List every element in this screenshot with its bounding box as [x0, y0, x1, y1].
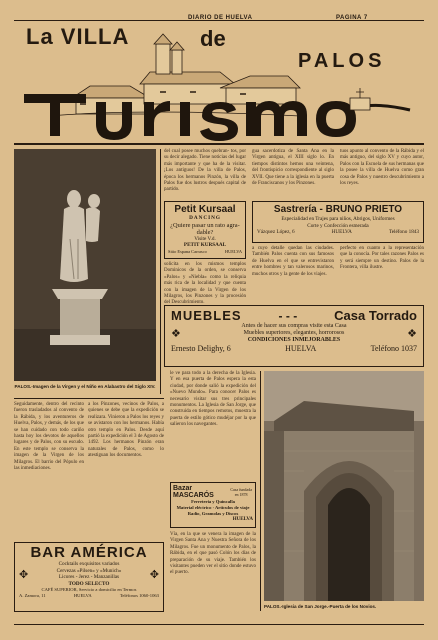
mascaros-since: Casa fundada en 1878 [230, 487, 252, 497]
bar-america-title: BAR AMÉRICA [30, 544, 148, 561]
bar-city: HUELVA [73, 593, 92, 598]
muebles-line-3: CONDICIONES INMEJORABLES [247, 337, 341, 343]
sastreria-line-2: Corte y Confección esmerada [307, 222, 369, 229]
column-text-5: a cuyo detalle quedan las ciudades. También Palos cuenta con sus famosos de Huelva en el que se entrevistaron entre hombres y tan valerosos marinos, muchos otros y la gente de los viajes. [252, 246, 334, 277]
footer-rule [14, 624, 424, 625]
column-text-1: del cual posee muchos quebran- tos, por su decir alegado. Tiene noticias del lugar más importante y que ha de la visitar. ¡Los antiguos! De la villa de Palos, época los hermanos Pinzón, la villa de Palos fue dos lustros después capital de partido. [164, 149, 246, 193]
sastreria-city: HUELVA [331, 229, 352, 235]
column-text-4: solicita en los mismos templos Dominicos de la orden, se conserva «Palos» y «Niebla» como la reliquia más rica de la localidad y que cuenta con la imagen de la Virgen de los Milagros, los Pinzones y la procesión del Descubrimiento. [164, 262, 246, 306]
column-text-7: Seguidamente, dentro del recinto fueron trasladados al convento de la Rábida, y los aventureros de Huelva, Palos, y demás, de los que se han cuidado con todo cariño hasta hoy los devotos de aquellos lugares y de Palos, con su escudo. En este templo se conserva la imagen de la Virgen de los Milagros. El barrio del Pópulo en las inmediaciones. [14, 402, 84, 472]
sastreria-title: Sastrería - BRUNO PRIETO [273, 204, 403, 215]
muebles-casa-torrado: Casa Torrado [334, 308, 417, 323]
bar-line-5: CAFÉ SUPERIOR, Servicio a domicilio en Termos [41, 587, 137, 592]
masthead-villa: La VILLA [26, 24, 130, 49]
kursaal-title: Petit Kursaal [174, 204, 236, 215]
bar-line-3: Licores - Jerez - Manzanillas [58, 574, 120, 580]
column-text-6: perfecto en cuanto a la representación que la conocía. Por tales razones Palos es y será siempre un destino. Palos de la Frontera, villa ilustre. [340, 246, 424, 271]
virgin-statue-photo [14, 149, 156, 381]
kursaal-name: PETIT KURSAAL [183, 242, 227, 248]
mascaros-line-2: Material eléctrico · Artículos de viaje [176, 505, 250, 510]
muebles-ad [164, 305, 424, 367]
muebles-title: MUEBLES [171, 308, 242, 323]
bar-address: A. Zamora, 11 [19, 593, 46, 598]
column-text-3: tuos apunto al convento de la Rábida y el más antiguo, del siglo XV y cuyo autor, Palos con la Escuela de sus hermanas que la posee la villa de Huelva como gran cosa de Palos y nuestro descubrimiento a los reyes. [340, 149, 424, 187]
kursaal-city: HUELVA [224, 248, 242, 254]
muebles-line-2: Muebles superiores, elegantes, horrorosos [243, 330, 345, 336]
diamond-ornament-icon: ❖ [407, 328, 417, 340]
ornament-left-icon: ✥ [19, 568, 29, 581]
masthead-de: de [200, 26, 226, 51]
ornament-right-icon: ✥ [149, 568, 159, 581]
mascaros-ad [170, 482, 256, 528]
kursaal-ad [164, 201, 246, 259]
kursaal-question-1: ¿Quiere pasar un rato agra- [170, 221, 240, 229]
photo1-caption: PALOS.-Imagen de la Virgen y el Niño en Alabastro del Siglo XIV. [14, 384, 156, 389]
mascaros-title: Bazar MASCARÓS [173, 485, 214, 499]
masthead-bottom-rule [14, 143, 424, 145]
bar-phone: Teléfonos 1060-1063 [119, 593, 159, 598]
mascaros-line-3: Radio, Gramolas y Discos [187, 511, 239, 516]
sastreria-address: Vázquez López, 6 [257, 229, 295, 235]
bar-line-1: Cocktails exquisitos variados [58, 561, 120, 567]
kursaal-visit: Visite V.d. [194, 235, 216, 242]
column-text-10: Vía, en la que se venera la imagen de la Virgen Santa Ana y Nuestra Señora de los Milagros. Fue un monumento de Palos, la Rábida, en el que pasó Colón los días de preparación de su viaje. También los visitantes pueden ver el sitio donde estuvo el puerto. [170, 532, 256, 576]
muebles-city: HUELVA [285, 344, 317, 353]
muebles-dashes: - - - [278, 309, 298, 323]
kursaal-question-2: dable? [196, 228, 214, 236]
mascaros-line-1: Ferretería y Quincalla [191, 499, 235, 504]
virgin-statue-image [14, 149, 156, 381]
church-door-image [264, 371, 424, 601]
bar-line-2: Cervezas «Pilsen» y «Munich» [56, 567, 122, 574]
sastreria-ad [252, 201, 424, 243]
newspaper-name: DIARIO DE HUELVA [188, 15, 253, 21]
photo2-caption: PALOS.-Iglesia de San Jorge.-Puerta de los Novios. [264, 604, 377, 609]
column-divider [260, 371, 261, 611]
mascaros-city: HUELVA [232, 517, 253, 522]
page-number: PAGINA 7 [336, 15, 368, 21]
sastreria-line-1: Especialidad en Trajes para niños, Abrigos, Uniformes [281, 216, 395, 222]
bar-america-ad [14, 542, 164, 612]
column-text-8: a los Pinzones, vecinos de Palos, a quienes se debe que la expedición se realizara. Vinieron a Palos los reyes y se avistaron con los hermanos. Había otro templo en Palos. Desde aquí partió la expedición el 3 de Agosto de 1492. Los hermanos Pinzón eran naturales de Palos, como lo atestiguan los documentos. [88, 402, 164, 459]
column-divider [160, 149, 161, 394]
church-door-photo [264, 371, 424, 601]
column-text-9: le ve para todo a la derecha de la Iglesia. Y en esa puerta de Palos espera la esta ciudad, por donde salió la expedición del «Nuevo Mundo». Para conocer Palos es necesario visitar sus tres principales monumentos. La Iglesia de San Jorge, que construida en tiempos remotos, muestra la puerta de estilo gótico mudéjar por la que salieron los navegantes. [170, 371, 256, 428]
muebles-line-1: Antes de hacer sus compras visite esta Casa [241, 323, 347, 329]
masthead-palos: PALOS [298, 50, 386, 72]
bar-line-4: TODO SELECTO [68, 580, 110, 587]
muebles-phone: Teléfono 1037 [370, 344, 417, 353]
section-rule [14, 398, 164, 399]
kursaal-address: Sitio Espana Carrasco [168, 248, 207, 254]
muebles-address: Ernesto Delighy, 6 [171, 344, 231, 353]
sastreria-phone: Teléfono 1843 [388, 229, 419, 235]
column-text-2: gua sacerdotiza de Santa Ana en la Virgen antigua, el XIII siglo lo. En tiempos distintos hemos una veintena, del frontispicio correspondiente al siglo XVII. Que tiene a la iglesia en la puerta de Franciscanos y los Pinzones. [252, 149, 334, 187]
diamond-ornament-icon: ❖ [171, 328, 181, 340]
kursaal-dancing: DANCING [189, 215, 221, 221]
masthead-illustration [20, 28, 420, 140]
